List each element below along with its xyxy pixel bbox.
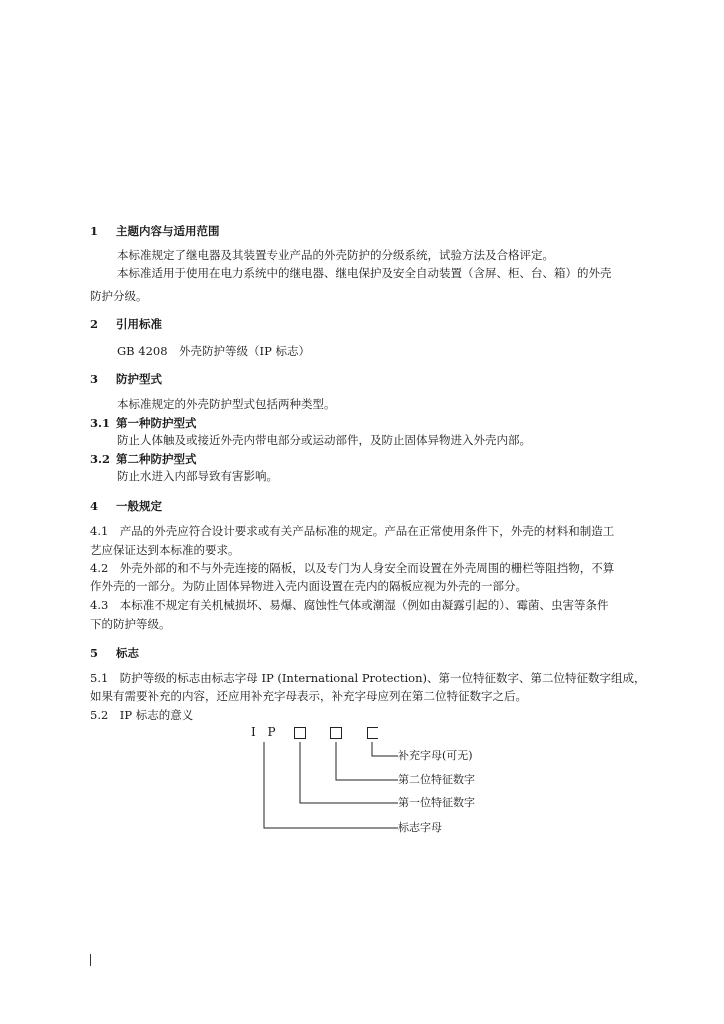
label-mark-letters: 标志字母	[398, 821, 442, 834]
section-3-2-heading	[90, 452, 197, 466]
section-3-2-number: 3.2	[90, 452, 111, 466]
section-2-reference: GB 4208 外壳防护等级（IP 标志）	[117, 344, 310, 358]
label-second-digit: 第二位特征数字	[398, 773, 475, 786]
section-4-2-line-a: 4.2 外壳外部的和不与外壳连接的隔板，以及专门为人身安全而设置在外壳周围的栅栏等阻挡物，不算	[90, 561, 615, 575]
section-1-para-2a: 本标准适用于使用在电力系统中的继电器、继电保护及安全自动装置（含屏、柜、台、箱）的外壳	[117, 266, 612, 280]
section-5-1-line-b: 如果有需要补充的内容，还应用补充字母表示，补充字母应列在第二位特征数字之后。	[90, 689, 527, 703]
section-4-1-line-a: 4.1 产品的外壳应符合设计要求或有关产品标准的规定。产品在正常使用条件下，外壳的材料和制造工	[90, 524, 615, 538]
label-supplementary-letter: 补充字母(可无)	[398, 749, 473, 762]
supplementary-letter-box	[367, 727, 378, 739]
section-1-para-1: 本标准规定了继电器及其装置专业产品的外壳防护的分级系统，试验方法及合格评定。	[117, 248, 554, 262]
section-3-1-title: 第一种防护型式	[116, 416, 197, 430]
section-3-1-number: 3.1	[90, 416, 111, 430]
section-1-heading	[90, 224, 220, 238]
section-4-2-line-b: 作外壳的一部分。为防止固体异物进入壳内面设置在壳内的隔板应视为外壳的一部分。	[90, 579, 527, 593]
section-3-number: 3	[90, 372, 99, 386]
section-3-para-1: 本标准规定的外壳防护型式包括两种类型。	[117, 397, 336, 411]
section-1-title: 主题内容与适用范围	[116, 224, 220, 238]
section-3-1-heading	[90, 416, 197, 430]
section-2-heading	[90, 317, 162, 331]
section-2-title: 引用标准	[116, 317, 162, 331]
section-4-3-line-a: 4.3 本标准不规定有关机械损坏、易爆、腐蚀性气体或潮湿（例如由凝露引起的）、霉菌、虫害等条件	[90, 598, 609, 612]
section-4-title: 一般规定	[116, 499, 162, 513]
section-3-heading	[90, 372, 162, 386]
section-5-title: 标志	[116, 646, 139, 660]
section-4-1-line-b: 艺应保证达到本标准的要求。	[90, 543, 240, 557]
second-digit-box	[330, 727, 342, 739]
section-4-heading	[90, 499, 162, 513]
ip-letters: I P	[251, 725, 280, 739]
section-3-2-title: 第二种防护型式	[116, 452, 197, 466]
section-5-1-line-a: 5.1 防护等级的标志由标志字母 IP (International Protection)、第一位特征数字、第二位特征数字组成，	[90, 671, 646, 685]
section-2-number: 2	[90, 317, 99, 331]
section-3-title: 防护型式	[116, 372, 162, 386]
label-first-digit: 第一位特征数字	[398, 796, 475, 809]
section-3-1-text: 防止人体触及或接近外壳内带电部分或运动部件，及防止固体异物进入外壳内部。	[117, 433, 531, 447]
section-1-number: 1	[90, 224, 99, 238]
page-edge-mark	[90, 954, 91, 966]
section-5-heading	[90, 646, 139, 660]
section-4-number: 4	[90, 499, 99, 513]
section-5-number: 5	[90, 646, 99, 660]
section-5-2-heading: 5.2 IP 标志的意义	[90, 708, 194, 722]
section-1-para-2b: 防护分级。	[90, 289, 148, 303]
section-3-2-text: 防止水进入内部导致有害影响。	[117, 469, 278, 483]
section-4-3-line-b: 下的防护等级。	[90, 617, 171, 631]
first-digit-box	[294, 727, 306, 739]
